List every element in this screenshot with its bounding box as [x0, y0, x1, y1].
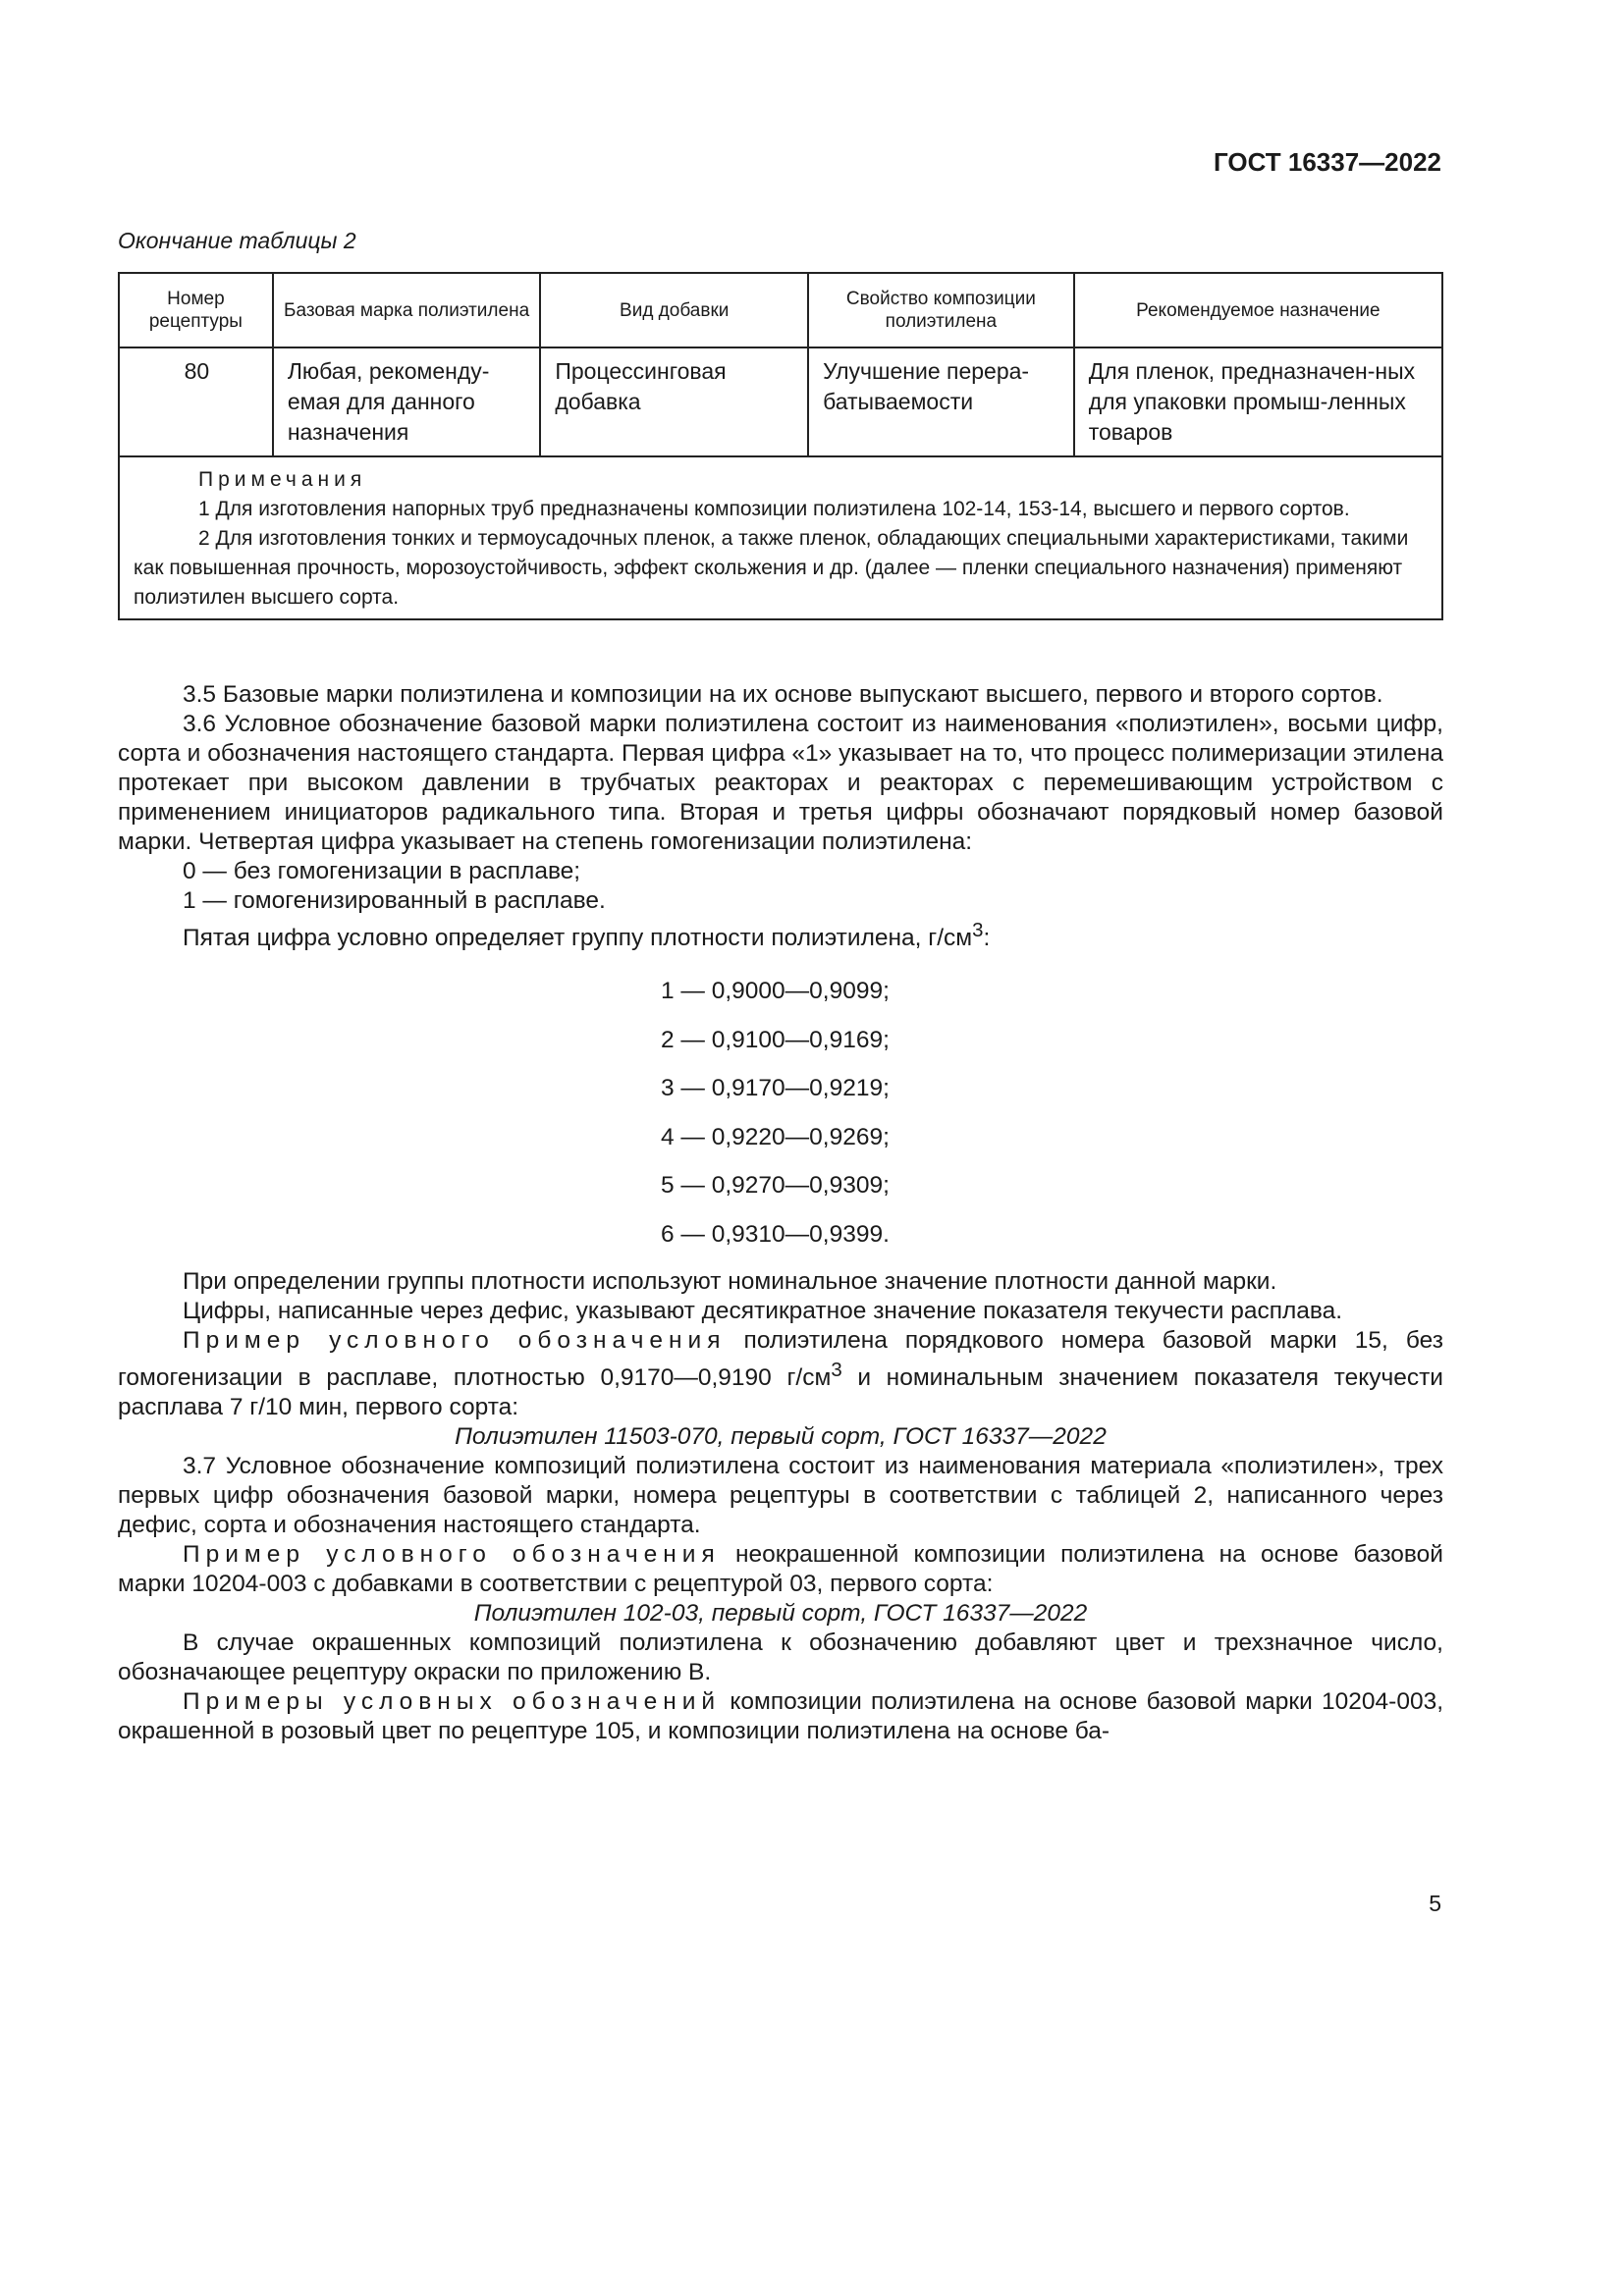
homogenization-0: 0 — без гомогенизации в расплаве;: [183, 858, 581, 884]
example-2-label: Пример условного обозначения: [183, 1541, 721, 1569]
example-1-text-a: полиэтилена порядкового номера базовой марки 15, без гомогенизации в расплаве, плотностью 0,9170—0,9190 г/см: [118, 1327, 1444, 1392]
table-row: [119, 347, 1442, 456]
paragraph-3-5: 3.5 Базовые марки полиэтилена и композиции на их основе выпускают высшего, первого и второго сортов.: [183, 681, 1383, 708]
fifth-digit-text: Пятая цифра условно определяет группу плотности полиэтилена, г/см: [183, 925, 973, 952]
examples-3-label: Примеры условных обозначений: [183, 1688, 722, 1716]
col-header-composition-property: Свойство композиции полиэтилена: [808, 273, 1074, 347]
density-group-6: 6 — 0,9310—0,9399.: [661, 1220, 890, 1248]
col-header-recommended-use: Рекомендуемое назначение: [1074, 273, 1442, 347]
example-1-text-b: и номинальным значением показателя текучести расплава 7 г/10 мин, первого сорта:: [118, 1364, 1443, 1421]
fifth-digit-colon: :: [983, 925, 991, 952]
density-group-5: 5 — 0,9270—0,9309;: [661, 1172, 890, 1200]
page-number: 5: [1429, 1891, 1441, 1916]
density-group-4: 4 — 0,9220—0,9269;: [661, 1123, 890, 1150]
fifth-digit-line: [118, 916, 1443, 953]
example-2-designation: Полиэтилен 102-03, первый сорт, ГОСТ 16337—2022: [473, 1600, 1088, 1628]
cell-recommended-use: Для пленок, предназначен-ных для упаковки промыш-ленных товаров: [1074, 347, 1442, 456]
examples-3-text: композиции полиэтилена на основе базовой марки 10204-003, окрашенной в розовый цвет по рецептуре 105, и композиции полиэтилена на основе ба-: [118, 1688, 1443, 1745]
body-text: [118, 680, 1443, 1746]
density-group-3: 3 — 0,9170—0,9219;: [661, 1075, 890, 1102]
homogenization-1: 1 — гомогенизированный в расплаве.: [183, 887, 606, 914]
density-group-2: 2 — 0,9100—0,9169;: [661, 1026, 890, 1053]
table-caption: Окончание таблицы 2: [118, 228, 356, 253]
table-notes-row: [119, 456, 1442, 619]
table-notes: [119, 456, 1442, 619]
col-header-additive-type: Вид добавки: [540, 273, 808, 347]
example-2-paragraph: [118, 1540, 1443, 1599]
colored-compositions-paragraph: В случае окрашенных композиций полиэтилена к обозначению добавляют цвет и трехзначное число, обозначающее рецептуру окраски по приложению В.: [118, 1629, 1443, 1686]
example-1-designation: Полиэтилен 11503-070, первый сорт, ГОСТ 16337—2022: [455, 1423, 1107, 1451]
example-1-paragraph: [118, 1326, 1443, 1422]
notes-title: Примечания: [198, 468, 367, 491]
cell-additive-type: Процессинговая добавка: [540, 347, 808, 456]
cell-composition-property: Улучшение перера-батываемости: [808, 347, 1074, 456]
cell-recipe-number: 80: [119, 347, 273, 456]
examples-3-paragraph: [118, 1687, 1443, 1746]
density-groups: [118, 967, 1443, 1258]
col-header-recipe-number: Номер рецептуры: [119, 273, 273, 347]
hyphen-digits-paragraph: Цифры, написанные через дефис, указывают десятикратное значение показателя текучести расплава.: [183, 1298, 1343, 1325]
note-2: 2 Для изготовления тонких и термоусадочных пленок, а также пленок, обладающих специальными характеристиками, такими как повышенная прочность, морозоустойчивость, эффект скольжения и др. (далее — пленки специального назначения) применяют полиэтилен высшего сорта.: [134, 527, 1409, 609]
example-2-text: неокрашенной композиции полиэтилена на основе базовой марки 10204-003 с добавками в соответствии с рецептурой 03, первого сорта:: [118, 1541, 1443, 1598]
example-1-superscript: 3: [831, 1360, 842, 1382]
paragraph-3-7: 3.7 Условное обозначение композиций полиэтилена состоит из наименования материала «полиэтилен», трех первых цифр обозначения базовой марки, номера рецептуры в соответствии с таблицей 2, написанного через дефис, сорта и обозначения настоящего стандарта.: [118, 1453, 1443, 1539]
density-nominal-paragraph: При определении группы плотности используют номинальное значение плотности данной марки.: [183, 1268, 1277, 1296]
document-code: ГОСТ 16337—2022: [1214, 147, 1441, 177]
example-1-label: Пример условного обозначения: [183, 1327, 727, 1355]
density-group-1: 1 — 0,9000—0,9099;: [661, 978, 890, 1005]
recipe-table: [118, 272, 1443, 620]
note-1: 1 Для изготовления напорных труб предназначены композиции полиэтилена 102-14, 153-14, высшего и первого сортов.: [198, 498, 1350, 520]
table-header-row: [119, 273, 1442, 347]
cubic-superscript: 3: [972, 920, 984, 941]
paragraph-3-6: 3.6 Условное обозначение базовой марки полиэтилена состоит из наименования «полиэтилен», восьми цифр, сорта и обозначения настоящего стандарта. Первая цифра «1» указывает на то, что процесс полимеризации этилена протекает при высоком давлении в трубчатых реакторах и реакторах с перемешивающим устройством с применением инициаторов радикального типа. Вторая и третья цифры обозначают порядковый номер базовой марки. Четвертая цифра указывает на степень гомогенизации полиэтилена:: [118, 711, 1443, 855]
col-header-base-grade: Базовая марка полиэтилена: [273, 273, 541, 347]
cell-base-grade: Любая, рекоменду-емая для данного назначения: [273, 347, 541, 456]
